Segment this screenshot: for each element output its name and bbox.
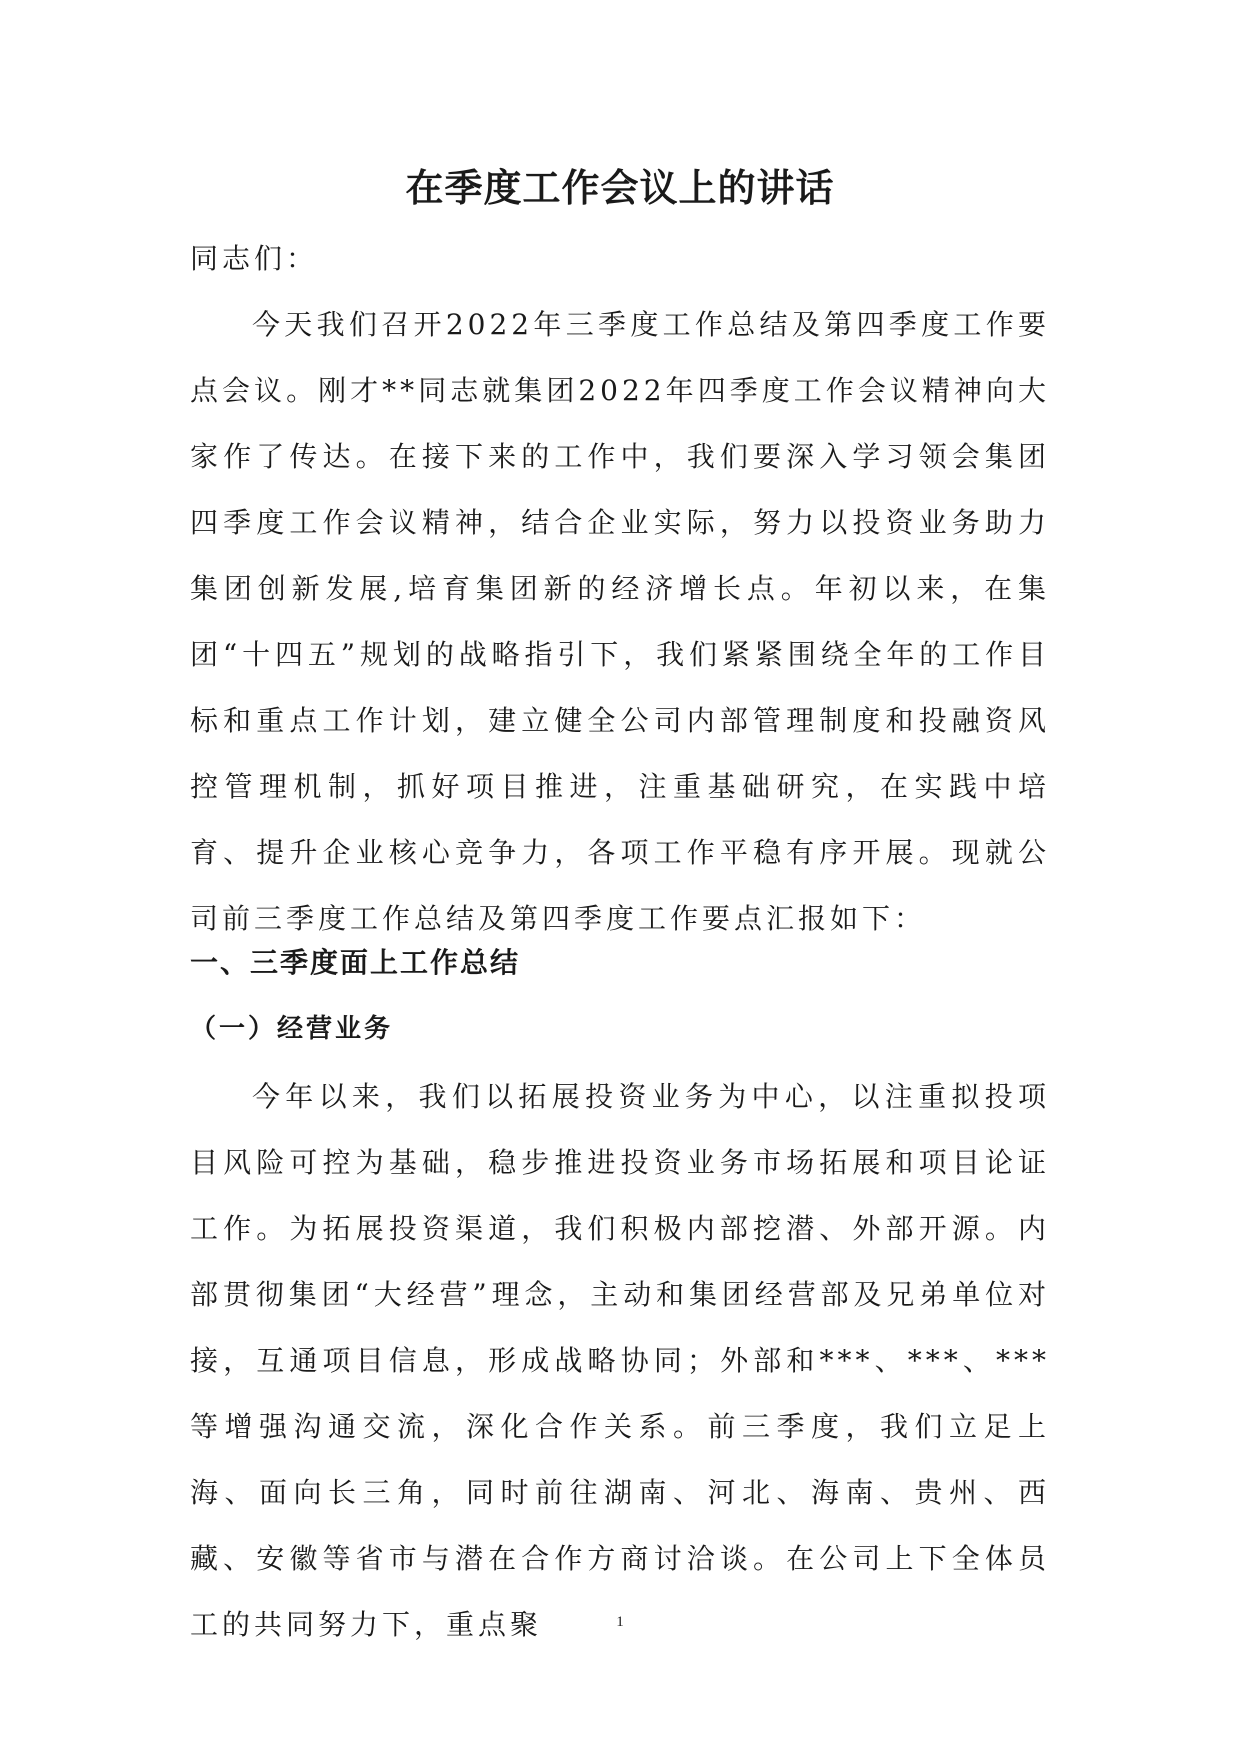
document-title: 在季度工作会议上的讲话 [405,165,835,210]
section-heading: 一、三季度面上工作总结 [190,946,521,979]
subsection-heading: （一）经营业务 [190,1014,394,1044]
page-number: 1 [616,1614,624,1630]
paragraph-intro: 今天我们召开2022年三季度工作总结及第四季度工作要点会议。刚才**同志就集团2022年四季度工作会议精神向大家作了传达。在接下来的工作中，我们要深入学习领会集团四季度工作会议精神，结合企业实际，努力以投资业务助力集团创新发展,培育集团新的经济增长点。年初以来，在集团“十四五”规划的战略指引下，我们紧紧围绕全年的工作目标和重点工作计划，建立健全公司内部管理制度和投融资风控管理机制，抓好项目推进，注重基础研究，在实践中培育、提升企业核心竞争力，各项工作平稳有序开展。现就公司前三季度工作总结及第四季度工作要点汇报如下： [190,308,1050,935]
paragraph-business: 今年以来，我们以拓展投资业务为中心，以注重拟投项目风险可控为基础，稳步推进投资业务市场拓展和项目论证工作。为拓展投资渠道，我们积极内部挖潜、外部开源。内部贯彻集团“大经营”理念，主动和集团经营部及兄弟单位对接，互通项目信息，形成战略协同；外部和***、***、***等增强沟通交流，深化合作关系。前三季度，我们立足上海、面向长三角，同时前往湖南、河北、海南、贵州、西藏、安徽等省市与潜在合作方商讨洽谈。在公司上下全体员工的共同努力下，重点聚 [190,1080,1050,1641]
salutation: 同志们： [190,242,319,275]
